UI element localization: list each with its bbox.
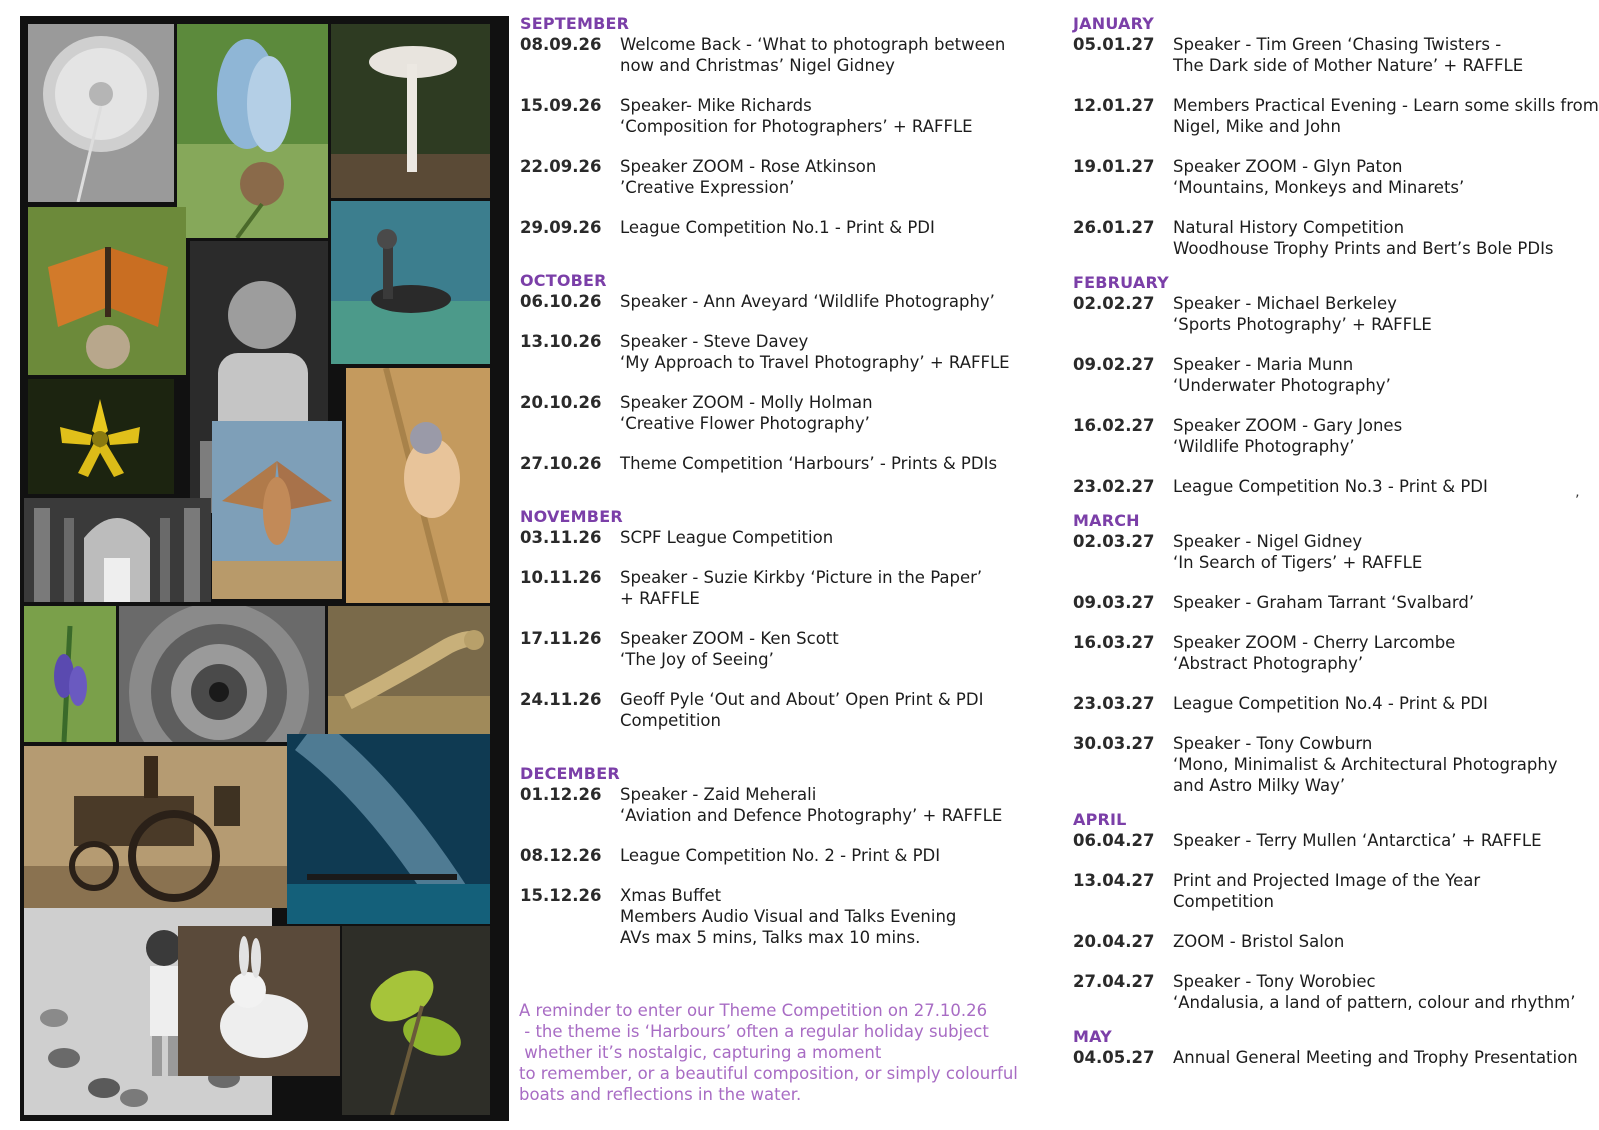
- event-date: 12.01.27: [1073, 96, 1155, 115]
- event-description-line: ZOOM - Bristol Salon: [1173, 932, 1345, 951]
- event-description: [620, 567, 1040, 609]
- event-date: 23.02.27: [1073, 477, 1155, 496]
- event-date: 08.09.26: [520, 35, 602, 54]
- event-description-line: Speaker - Terry Mullen ‘Antarctica’ + RAFFLE: [1173, 831, 1542, 850]
- event-description-line: AVs max 5 mins, Talks max 10 mins.: [620, 928, 921, 947]
- event-date: 04.05.27: [1073, 1048, 1155, 1067]
- programme-event: [520, 34, 1040, 76]
- event-date: 30.03.27: [1073, 734, 1155, 753]
- event-description-line: League Competition No. 2 - Print & PDI: [620, 846, 941, 865]
- event-description-line: Natural History Competition: [1173, 218, 1405, 237]
- programme-event: [1073, 592, 1595, 613]
- white-mushroom-photo: [331, 24, 490, 198]
- mushroom-icon: [331, 24, 490, 198]
- programme-left-column: [520, 14, 1040, 948]
- event-description-line: Speaker - Michael Berkeley: [1173, 294, 1397, 313]
- event-description-line: League Competition No.4 - Print & PDI: [1173, 694, 1488, 713]
- event-description-line: ‘Andalusia, a land of pattern, colour and rhythm’: [1173, 993, 1576, 1012]
- spiral-tunnel-photo: [119, 606, 325, 742]
- bird-icon: [331, 201, 490, 364]
- event-description: [620, 392, 1040, 434]
- flower-icon: [28, 379, 174, 494]
- programme-event: [1073, 870, 1595, 912]
- programme-event: [1073, 931, 1595, 952]
- event-date: 15.12.26: [520, 886, 602, 905]
- reminder-line: A reminder to enter our Theme Competition on 27.10.26: [519, 1001, 988, 1020]
- month-heading: SEPTEMBER: [520, 14, 630, 33]
- event-description: [1173, 34, 1595, 76]
- programme-event: [1073, 1047, 1595, 1068]
- programme-event: [1073, 354, 1595, 396]
- photo-collage: [20, 16, 509, 1121]
- event-description: [620, 95, 1040, 137]
- programme-event: [1073, 156, 1595, 198]
- event-description: [1173, 354, 1595, 396]
- event-description: [620, 885, 1040, 948]
- event-description-line: Woodhouse Trophy Prints and Bert’s Bole PDIs: [1173, 239, 1554, 258]
- butterfly-icon: [177, 24, 328, 238]
- event-description-line: Annual General Meeting and Trophy Presentation: [1173, 1048, 1578, 1067]
- month-heading: NOVEMBER: [520, 507, 623, 526]
- event-description-line: Speaker - Nigel Gidney: [1173, 532, 1363, 551]
- event-description-line: Speaker ZOOM - Cherry Larcombe: [1173, 633, 1456, 652]
- event-description-line: The Dark side of Mother Nature’ + RAFFLE: [1173, 56, 1524, 75]
- event-description: [1173, 971, 1595, 1013]
- event-description-line: Speaker - Zaid Meherali: [620, 785, 817, 804]
- event-description-line: Speaker - Suzie Kirkby ‘Picture in the Paper’: [620, 568, 983, 587]
- green-leaves-photo: [342, 926, 490, 1115]
- event-description-line: ‘Underwater Photography’: [1173, 376, 1391, 395]
- event-date: 06.04.27: [1073, 831, 1155, 850]
- event-description: [1173, 217, 1595, 259]
- event-description: [1173, 293, 1595, 335]
- event-description-line: ‘Creative Flower Photography’: [620, 414, 870, 433]
- programme-event: [520, 845, 1040, 866]
- event-date: 10.11.26: [520, 568, 602, 587]
- programme-event: [1073, 971, 1595, 1013]
- dandelion-clock-photo: [28, 24, 174, 202]
- milky-way-icon: [287, 734, 490, 924]
- event-description: [620, 628, 1040, 670]
- event-date: 05.01.27: [1073, 35, 1155, 54]
- hare-icon: [178, 926, 340, 1076]
- event-description-line: League Competition No.1 - Print & PDI: [620, 218, 935, 237]
- programme-event: [1073, 95, 1599, 137]
- event-description: [1173, 95, 1599, 137]
- event-description-line: Theme Competition ‘Harbours’ - Prints & PDIs: [620, 454, 998, 473]
- spiral-icon: [119, 606, 325, 742]
- programme-event: [520, 784, 1040, 826]
- programme-event: [520, 291, 1040, 312]
- event-description: [620, 156, 1040, 198]
- programme-event: [520, 95, 1040, 137]
- programme-event: [520, 156, 1040, 198]
- programme-event: [1073, 693, 1595, 714]
- event-description: [1173, 415, 1595, 457]
- event-date: 15.09.26: [520, 96, 602, 115]
- event-date: 26.01.27: [1073, 218, 1155, 237]
- month-heading: JANUARY: [1073, 14, 1155, 33]
- event-description: [1173, 1047, 1595, 1068]
- leaf-icon: [342, 926, 490, 1115]
- event-date: 02.03.27: [1073, 532, 1155, 551]
- event-description-line: Members Practical Evening - Learn some skills from: [1173, 96, 1599, 115]
- event-date: 09.02.27: [1073, 355, 1155, 374]
- programme-event: [520, 689, 1040, 731]
- event-date: 13.10.26: [520, 332, 602, 351]
- reminder-line: - the theme is ‘Harbours’ often a regular holiday subject: [519, 1022, 989, 1041]
- event-description-line: ‘Mono, Minimalist & Architectural Photography: [1173, 755, 1558, 774]
- event-description-line: Speaker- Mike Richards: [620, 96, 812, 115]
- theme-competition-reminder: [519, 1000, 1039, 1105]
- reminder-line: whether it’s nostalgic, capturing a moment: [519, 1043, 882, 1062]
- programme-event: [1073, 415, 1595, 457]
- event-description-line: Speaker ZOOM - Gary Jones: [1173, 416, 1403, 435]
- event-description-line: ‘Wildlife Photography’: [1173, 437, 1355, 456]
- event-date: 17.11.26: [520, 629, 602, 648]
- event-description-line: Xmas Buffet: [620, 886, 722, 905]
- event-description: [1173, 693, 1595, 714]
- event-date: 02.02.27: [1073, 294, 1155, 313]
- programme-event: [1073, 531, 1595, 573]
- event-date: 03.11.26: [520, 528, 602, 547]
- event-description-line: ‘My Approach to Travel Photography’ + RAFFLE: [620, 353, 1010, 372]
- event-description-line: Speaker - Tim Green ‘Chasing Twisters -: [1173, 35, 1502, 54]
- programme-event: [520, 331, 1040, 373]
- month-heading: APRIL: [1073, 810, 1127, 829]
- event-description-line: ’Creative Expression’: [620, 178, 795, 197]
- programme-event: [520, 628, 1040, 670]
- event-description-line: ‘Aviation and Defence Photography’ + RAFFLE: [620, 806, 1003, 825]
- event-description-line: Speaker - Graham Tarrant ‘Svalbard’: [1173, 593, 1475, 612]
- event-description: [620, 217, 1040, 238]
- kestrel-icon: [212, 421, 342, 599]
- programme-event: [1073, 34, 1595, 76]
- event-description: [620, 527, 1040, 548]
- event-date: 16.03.27: [1073, 633, 1155, 652]
- event-date: 29.09.26: [520, 218, 602, 237]
- event-description: [620, 453, 1040, 474]
- month-heading: OCTOBER: [520, 271, 607, 290]
- programme-event: [520, 885, 1040, 948]
- event-description-line: Speaker ZOOM - Glyn Paton: [1173, 157, 1403, 176]
- event-date: 08.12.26: [520, 846, 602, 865]
- event-description-line: Geoff Pyle ‘Out and About’ Open Print & PDI: [620, 690, 984, 709]
- event-description-line: Speaker ZOOM - Molly Holman: [620, 393, 873, 412]
- cathedral-interior-photo: [24, 498, 211, 602]
- yellow-flower-photo: [28, 379, 174, 494]
- orange-butterfly-photo: [28, 207, 186, 375]
- event-description: [1173, 156, 1595, 198]
- programme-event: [520, 453, 1040, 474]
- event-description-line: Speaker ZOOM - Ken Scott: [620, 629, 839, 648]
- programme-event: [1073, 217, 1595, 259]
- event-date: 01.12.26: [520, 785, 602, 804]
- programme-event: [1073, 293, 1595, 335]
- month-heading: DECEMBER: [520, 764, 620, 783]
- event-date: 24.11.26: [520, 690, 602, 709]
- event-description: [1173, 830, 1595, 851]
- programme-event: [1073, 476, 1595, 497]
- event-date: 16.02.27: [1073, 416, 1155, 435]
- event-date: 09.03.27: [1073, 593, 1155, 612]
- programme-event: [520, 392, 1040, 434]
- event-description-line: Speaker - Tony Worobiec: [1173, 972, 1376, 991]
- traction-engine-icon: [24, 746, 290, 908]
- reminder-line: to remember, or a beautiful composition, or simply colourful: [519, 1064, 1018, 1083]
- event-description: [1173, 931, 1595, 952]
- event-description-line: Speaker ZOOM - Rose Atkinson: [620, 157, 877, 176]
- programme-event: [520, 567, 1040, 609]
- dandelion-icon: [28, 24, 174, 202]
- event-description: [1173, 476, 1595, 497]
- lizard-photo: [328, 606, 490, 736]
- event-description-line: Competition: [1173, 892, 1274, 911]
- programme-event: [1073, 830, 1595, 851]
- diver-bird-on-water-photo: [331, 201, 490, 364]
- event-description-line: Welcome Back - ‘What to photograph between: [620, 35, 1006, 54]
- event-description-line: Speaker - Steve Davey: [620, 332, 809, 351]
- month-heading: FEBRUARY: [1073, 273, 1169, 292]
- event-description-line: ‘Mountains, Monkeys and Minarets’: [1173, 178, 1465, 197]
- stray-apostrophe: ’: [1575, 493, 1580, 509]
- event-description-line: Competition: [620, 711, 721, 730]
- lizard-icon: [328, 606, 490, 736]
- event-description-line: now and Christmas’ Nigel Gidney: [620, 56, 895, 75]
- event-description-line: SCPF League Competition: [620, 528, 834, 547]
- event-description: [620, 689, 1040, 731]
- reminder-line: boats and reflections in the water.: [519, 1085, 802, 1104]
- steam-traction-engine-photo: [24, 746, 290, 908]
- event-description-line: Speaker - Tony Cowburn: [1173, 734, 1373, 753]
- event-description-line: ‘Sports Photography’ + RAFFLE: [1173, 315, 1432, 334]
- event-description: [620, 331, 1040, 373]
- bluebell-photo: [24, 606, 116, 742]
- event-description-line: League Competition No.3 - Print & PDI: [1173, 477, 1488, 496]
- event-date: 20.04.27: [1073, 932, 1155, 951]
- event-description: [1173, 531, 1595, 573]
- butterfly-icon: [28, 207, 186, 375]
- kestrel-in-flight-photo: [212, 421, 342, 599]
- event-description: [620, 784, 1040, 826]
- programme-event: [520, 527, 1040, 548]
- event-description-line: and Astro Milky Way’: [1173, 776, 1346, 795]
- event-description-line: Speaker - Ann Aveyard ‘Wildlife Photography’: [620, 292, 995, 311]
- programme-event: [520, 217, 1040, 238]
- event-description-line: ‘Abstract Photography’: [1173, 654, 1364, 673]
- event-description-line: ‘In Search of Tigers’ + RAFFLE: [1173, 553, 1423, 572]
- blue-butterfly-photo: [177, 24, 328, 238]
- event-description-line: ‘The Joy of Seeing’: [620, 650, 774, 669]
- programme-event: [1073, 632, 1595, 674]
- event-description: [1173, 592, 1595, 613]
- bird-icon: [346, 368, 490, 603]
- event-date: 27.04.27: [1073, 972, 1155, 991]
- event-date: 20.10.26: [520, 393, 602, 412]
- month-heading: MAY: [1073, 1027, 1112, 1046]
- event-description: [1173, 733, 1595, 796]
- event-description-line: Members Audio Visual and Talks Evening: [620, 907, 957, 926]
- event-description-line: Nigel, Mike and John: [1173, 117, 1341, 136]
- event-description: [620, 291, 1040, 312]
- event-description: [620, 34, 1040, 76]
- event-description-line: Speaker - Maria Munn: [1173, 355, 1354, 374]
- event-description-line: ‘Composition for Photographers’ + RAFFLE: [620, 117, 973, 136]
- event-date: 23.03.27: [1073, 694, 1155, 713]
- month-heading: MARCH: [1073, 511, 1140, 530]
- event-description-line: + RAFFLE: [620, 589, 700, 608]
- event-date: 19.01.27: [1073, 157, 1155, 176]
- event-description: [1173, 870, 1595, 912]
- event-date: 22.09.26: [520, 157, 602, 176]
- event-description: [620, 845, 1040, 866]
- milky-way-pier-photo: [287, 734, 490, 924]
- white-hare-photo: [178, 926, 340, 1076]
- cathedral-icon: [24, 498, 211, 602]
- programme-right-column: [1073, 14, 1599, 1068]
- programme-event: [1073, 733, 1595, 796]
- bearded-tit-on-reed-photo: [346, 368, 490, 603]
- event-date: 06.10.26: [520, 292, 602, 311]
- event-description: [1173, 632, 1595, 674]
- event-date: 13.04.27: [1073, 871, 1155, 890]
- flower-icon: [24, 606, 116, 742]
- event-date: 27.10.26: [520, 454, 602, 473]
- event-description-line: Print and Projected Image of the Year: [1173, 871, 1481, 890]
